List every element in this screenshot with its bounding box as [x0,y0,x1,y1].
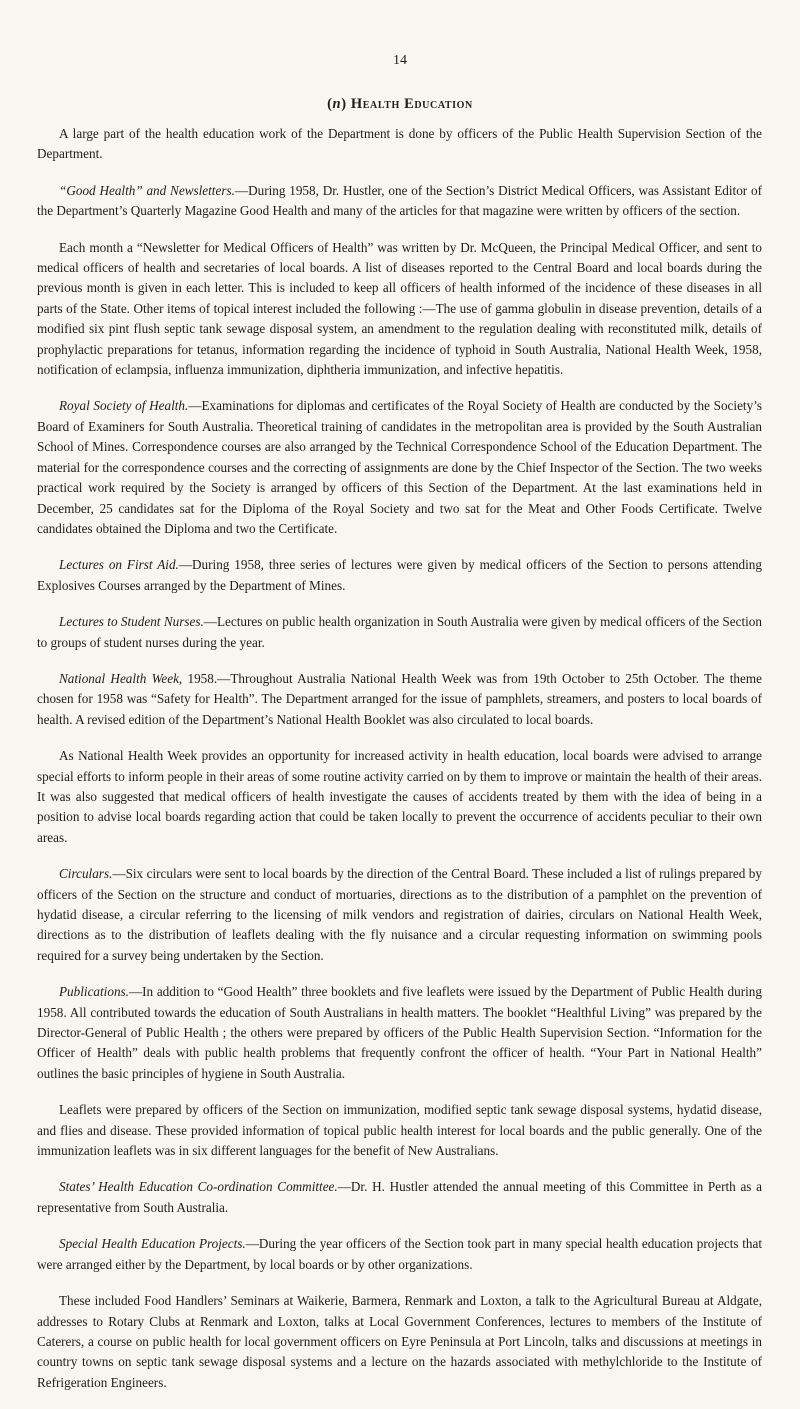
paragraph-text: 1958.—Throughout Australia National Health Week was from 19th October to 25th October. The theme chosen for 1958 was “Safety for Health”. The Department arranged for the issue of pamphlets, streamers, and posters to local boards of health. A revised edition of the Department’s National Health Booklet was also circulated to local boards. [37,670,762,727]
paragraph-lead: States’ Health Education Co-ordination Committee. [59,1179,338,1195]
paragraph-lead: Special Health Education Projects. [59,1236,246,1252]
paragraph-lead: Royal Society of Health. [59,398,189,414]
paragraph-intro [37,124,762,165]
paragraph-circulars [37,864,762,966]
paragraph-projects-list [37,1291,762,1393]
section-title: Health Education [350,96,473,112]
paragraph-text: A large part of the health education work of the Department is done by officers of the Public Health Supervision Section of the Department. [37,126,762,162]
paragraph-publications [37,982,762,1084]
paragraph-royal-society [37,396,762,539]
paragraph-text: As National Health Week provides an opportunity for increased activity in health education, local boards were advised to arrange special efforts to inform people in their areas of some routine activity carried on by them to improve or maintain the health of their areas. It was also suggested that medical officers of health investigate the causes of accidents treated by them with the idea of being in a position to advise local boards regarding action that could be taken locally to prevent the occurrence of accidents peculiar to their own areas. [37,748,762,845]
paragraph-text: —Lectures on public health organization in South Australia were given by medical officers of the Section to groups of student nurses during the year. [37,614,762,650]
section-letter: n [332,96,342,112]
paragraph-text: These included Food Handlers’ Seminars at Waikerie, Barmera, Renmark and Loxton, a talk to the Agricultural Bureau at Aldgate, addresses to Rotary Clubs at Renmark and Loxton, talks at Local Government Conferences, lectures to members of the Institute of Caterers, a course on public health for local government officers on Eyre Peninsula at Port Lincoln, talks and discussions at meetings in country towns on septic tank sewage disposal systems and a lecture on the hazards associated with methylchloride to the Institute of Refrigeration Engineers. [37,1293,762,1390]
paragraph-text: —Dr. H. Hustler attended the annual meeting of this Committee in Perth as a representative from South Australia. [37,1179,762,1215]
paragraph-committee [37,1177,762,1218]
paragraph-lead: Publications. [59,984,129,1000]
paragraph-text: —During the year officers of the Section took part in many special health education projects that were arranged either by the Department, by local boards or by other organizations. [37,1236,762,1272]
paragraph-special-projects [37,1234,762,1275]
paragraph-text: —During 1958, Dr. Hustler, one of the Section’s District Medical Officers, was Assistant Editor of the Department’s Quarterly Magazine Good Health and many of the articles for that magazine were written by officers of the section. [37,182,762,219]
paragraph-health-week-activity [37,746,762,848]
paragraph-health-week [37,669,762,730]
paragraph-text: —During 1958, three series of lectures were given by medical officers of the Section to persons attending Explosives Courses arranged by the Department of Mines. [37,557,762,593]
paragraph-lead: “Good Health” and Newsletters. [59,182,235,198]
paragraph-text: —In addition to “Good Health” three booklets and five leaflets were issued by the Department of Public Health during 1958. All contributed towards the education of South Australians in health matters. The booklet “Healthful Living” was prepared by the Director-General of Public Health ; the others were prepared by officers of the Public Health Supervision Section. “Information for the Officer of Health” deals with public health problems that frequently confront the officer of health. “Your Part in National Health” outlines the basic principles of hygiene in South Australia. [37,984,762,1081]
body-text [37,124,762,1409]
paragraph-lead: Lectures on First Aid. [59,557,179,573]
page-number: 14 [393,53,407,68]
paragraph-text: Leaflets were prepared by officers of the Section on immunization, modified septic tank sewage disposal systems, hydatid disease, and flies and disease. These provided information of topical public health interest for local boards and the public generally. One of the immunization leaflets was in six different languages for the benefit of New Australians. [37,1102,762,1159]
paragraph-lead: Circulars. [59,866,113,882]
paragraph-text: —Six circulars were sent to local boards by the direction of the Central Board. These included a list of rulings prepared by officers of the Section on the structure and conduct of mortuaries, directions as to the distribution of a pamphlet on the prevention of hydatid disease, a circular referring to the licensing of milk vendors and registration of dairies, circulars on National Health Week, directions as to the distribution of leaflets dealing with the fly nuisance and a circular requesting information on swimming pools required for a survey being undertaken by the Section. [37,866,762,963]
paragraph-newsletter [37,238,762,381]
paragraph-student-nurses [37,612,762,653]
paragraph-leaflets [37,1100,762,1161]
paragraph-text: —Examinations for diplomas and certificates of the Royal Society of Health are conducted by the Society’s Board of Examiners for South Australia. Theoretical training of candidates in the metropolitan area is provided by the South Australian School of Mines. Correspondence courses are also arranged by the Technical Correspondence School of the Education Department. The material for the correspondence courses and the correcting of assignments are done by the Chief Inspector of the Section. The two weeks practical work required by the Society is arranged by officers of this Section of the Department. At the last examinations held in December, 25 candidates sat for the Diploma of the Royal Society and two sat for the Meat and Other Foods Certificate. Twelve candidates obtained the Diploma and two the Certificate. [37,398,762,536]
paragraph-first-aid [37,555,762,596]
paragraph-lead: National Health Week, [59,670,183,686]
section-heading [0,96,800,113]
paragraph-good-health [37,181,762,222]
paragraph-lead: Lectures to Student Nurses. [59,614,204,630]
paragraph-text: Each month a “Newsletter for Medical Officers of Health” was written by Dr. McQueen, the Principal Medical Officer, and sent to medical officers of health and secretaries of local boards. A list of diseases reported to the Central Board and local boards during the previous month is given in each letter. This is included to keep all officers of health informed of the incidence of these diseases in all parts of the State. Other items of topical interest included the following :—The use of gamma globulin in disease prevention, details of a modified six pint flush septic tank sewage disposal system, an amendment to the regulation dealing with reconstituted milk, details of prophylactic preparations for tetanus, information regarding the incidence of typhoid in South Australia, National Health Week, 1958, notification of eclampsia, influenza immunization, diphtheria immunization, and infective hepatitis. [37,239,762,378]
section-prefix: ( [327,96,333,112]
section-suffix: ) [341,96,347,112]
